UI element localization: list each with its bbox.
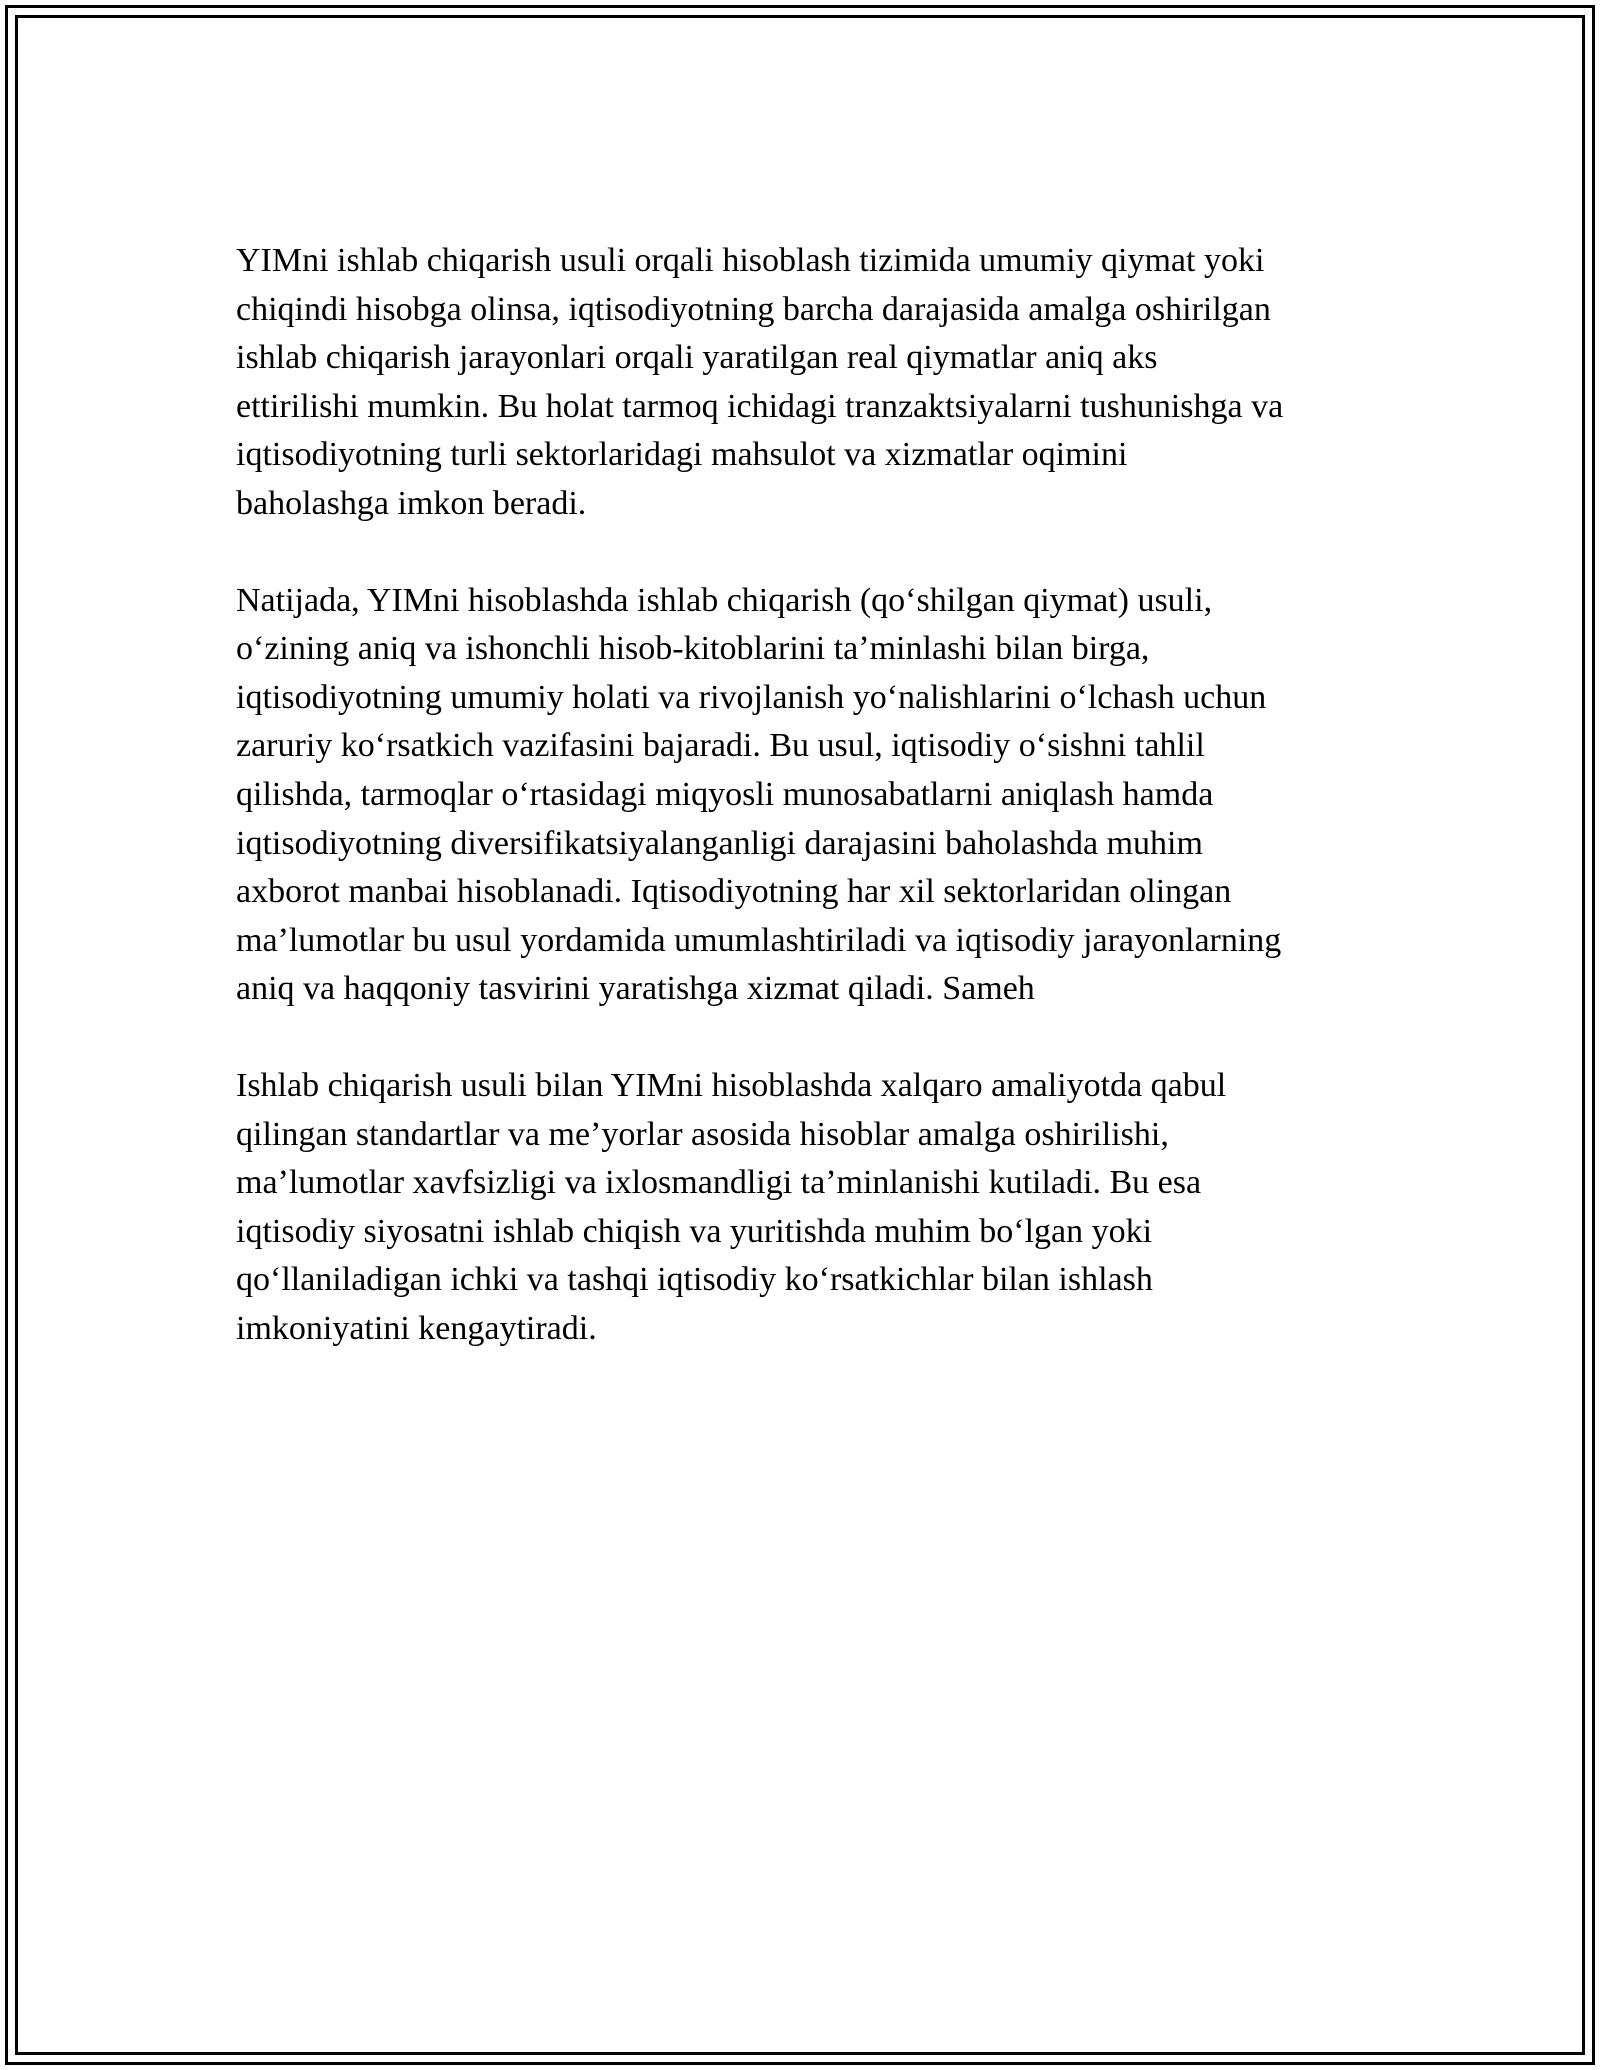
- text-line: ishlab chiqarish jarayonlari orqali yaratilgan real qiymatlar aniq aks: [236, 339, 1158, 377]
- text-line: axborot manbai hisoblanadi. Iqtisodiyotning har xil sektorlaridan olingan: [236, 873, 1232, 911]
- text-line: imkoniyatini kengaytiradi.: [236, 1309, 597, 1347]
- document-body: [236, 237, 1386, 1401]
- text-line: zaruriy koʻrsatkich vazifasini bajaradi. Bu usul, iqtisodiy oʻsishni tahlil: [236, 727, 1205, 765]
- text-line: iqtisodiyotning turli sektorlaridagi mahsulot va xizmatlar oqimini: [236, 436, 1128, 474]
- text-line: aniq va haqqoniy tasvirini yaratishga xizmat qiladi. Sameh: [236, 970, 1035, 1008]
- text-line: ettirilishi mumkin. Bu holat tarmoq ichidagi tranzaktsiyalarni tushunishga va: [236, 387, 1284, 425]
- text-line: qilishda, tarmoqlar oʻrtasidagi miqyosli munosabatlarni aniqlash hamda: [236, 775, 1214, 813]
- text-line: chiqindi hisobga olinsa, iqtisodiyotning barcha darajasida amalga oshirilgan: [236, 290, 1271, 328]
- text-line: YIMni ishlab chiqarish usuli orqali hisoblash tizimida umumiy qiymat yoki: [236, 242, 1265, 279]
- paragraph-3: [236, 1062, 1386, 1354]
- paragraph-2: [236, 577, 1386, 1014]
- text-line: oʻzining aniq va ishonchli hisob-kitoblarini taʼminlashi bilan birga,: [236, 630, 1150, 668]
- text-line: Natijada, YIMni hisoblashda ishlab chiqarish (qoʻshilgan qiymat) usuli,: [236, 581, 1213, 619]
- text-line: baholashga imkon beradi.: [236, 484, 587, 522]
- text-line: qoʻllaniladigan ichki va tashqi iqtisodiy koʻrsatkichlar bilan ishlash: [236, 1261, 1153, 1299]
- text-line: iqtisodiyotning diversifikatsiyalanganligi darajasini baholashda muhim: [236, 824, 1203, 862]
- text-line: maʼlumotlar bu usul yordamida umumlashtiriladi va iqtisodiy jarayonlarning: [236, 921, 1282, 959]
- text-line: iqtisodiyotning umumiy holati va rivojlanish yoʻnalishlarini oʻlchash uchun: [236, 678, 1267, 716]
- paragraph-1: [236, 237, 1386, 529]
- text-line: maʼlumotlar xavfsizligi va ixlosmandligi taʼminlanishi kutiladi. Bu esa: [236, 1164, 1202, 1202]
- text-line: qilingan standartlar va meʼyorlar asosida hisoblar amalga oshirilishi,: [236, 1115, 1169, 1153]
- text-line: Ishlab chiqarish usuli bilan YIMni hisoblashda xalqaro amaliyotda qabul: [236, 1066, 1227, 1104]
- text-line: iqtisodiy siyosatni ishlab chiqish va yuritishda muhim boʻlgan yoki: [236, 1212, 1153, 1250]
